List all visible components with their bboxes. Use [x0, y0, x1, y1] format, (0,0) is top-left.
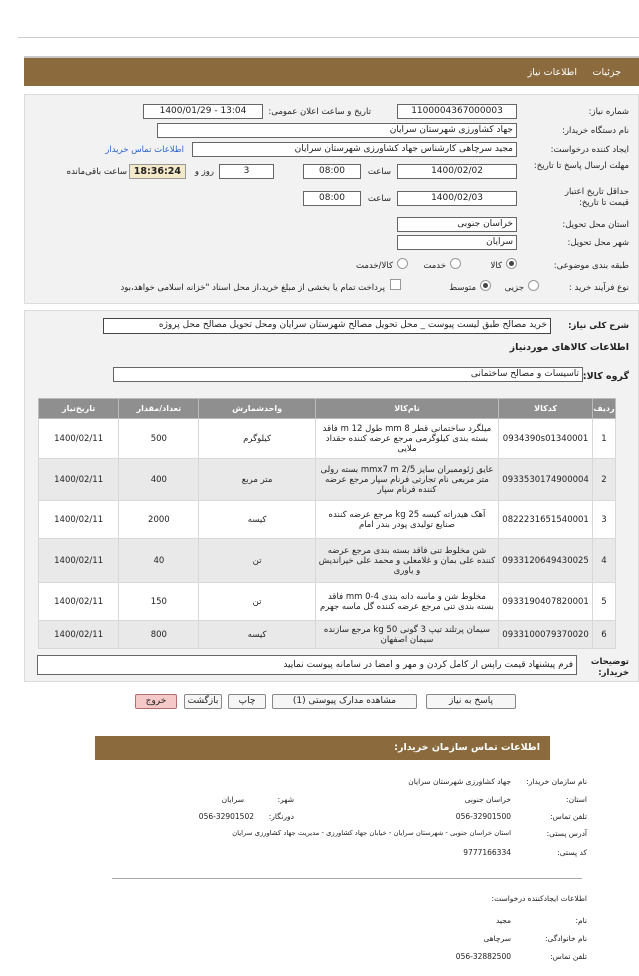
contact-province-label: استان:	[566, 795, 587, 804]
contact-city-value: سرایان	[221, 795, 244, 804]
table-row	[39, 621, 616, 649]
row-number: 1	[592, 419, 615, 459]
city-label: شهر محل تحویل:	[567, 238, 629, 248]
item-qty: 400	[119, 459, 199, 501]
item-qty: 500	[119, 419, 199, 459]
announce-label: تاریخ و ساعت اعلان عمومی:	[268, 107, 371, 117]
notes-field: فرم پیشنهاد قیمت راپس از کامل کردن و مهر و امضا در سامانه پیوست نمایید	[37, 655, 577, 675]
requester-phone-value: 056-32882500	[455, 952, 511, 961]
deadline-time-label: ساعت	[367, 167, 391, 177]
category-both-radio[interactable]	[397, 258, 408, 269]
summary-field: خرید مصالح طبق لیست پیوست _ محل تحویل مصالح شهرستان سرایان ومحل تحویل مصالح محل پروژه	[103, 318, 551, 334]
validity-label: حداقل تاریخ اعتبار قیمت تا تاریخ:	[564, 187, 629, 208]
creator-field: مجید سرچاهی کارشناس جهاد کشاورزی شهرستان سرایان	[192, 142, 517, 157]
attachments-button[interactable]: مشاهده مدارک پیوستی (1)	[272, 694, 417, 709]
payment-checkbox[interactable]	[390, 279, 401, 290]
item-unit: کیسه	[199, 621, 315, 649]
row-number: 4	[592, 539, 615, 583]
contact-postal-value: 9777166334	[463, 848, 511, 857]
item-code: 0933120649430025	[499, 539, 593, 583]
item-date: 1400/02/11	[39, 419, 119, 459]
contact-address-value: استان خراسان جنوبی - شهرستان سرایان - خیابان جهاد کشاورزی - مدیریت جهاد کشاورزی سرایان	[232, 829, 511, 837]
tab-need-info[interactable]: اطلاعات نیاز	[527, 67, 577, 78]
requester-title: اطلاعات ایجادکننده درخواست:	[491, 894, 587, 903]
deadline-label: مهلت ارسال پاسخ تا تاریخ:	[533, 161, 629, 171]
contact-org-label: نام سازمان خریدار:	[526, 777, 587, 786]
top-divider	[18, 37, 639, 38]
summary-label: شرح کلی نیاز:	[568, 321, 629, 331]
row-number: 2	[592, 459, 615, 501]
deadline-time-field: 08:00	[303, 164, 361, 179]
days-label: روز و	[194, 167, 214, 177]
col-unit: واحدشمارش	[199, 399, 315, 419]
contact-org-value: جهاد کشاورزی شهرستان سرایان	[408, 777, 511, 786]
category-both-label: کالا/خدمت	[356, 261, 393, 271]
remaining-time: 18:36:24	[129, 164, 186, 179]
contact-city-label: شهر:	[277, 795, 294, 804]
category-goods-label: کالا	[490, 261, 502, 271]
item-code: 0933100079370020	[499, 621, 593, 649]
contact-phone-value: 056-32901500	[455, 812, 511, 821]
item-code: 0933190407820001	[499, 583, 593, 621]
city-field: سرایان	[397, 235, 517, 250]
item-date: 1400/02/11	[39, 501, 119, 539]
print-button[interactable]: چاپ	[228, 694, 266, 709]
item-code: 0934390s01340001	[499, 419, 593, 459]
creator-label: ایجاد کننده درخواست:	[550, 145, 629, 155]
buyer-org-label: نام دستگاه خریدار:	[562, 126, 629, 136]
contact-fax-label: دورنگار:	[268, 812, 294, 821]
tab-details[interactable]: جزئیات	[592, 67, 621, 78]
validity-time-field: 08:00	[303, 191, 361, 206]
province-field: خراسان جنوبی	[397, 217, 517, 232]
contact-address-label: آدرس پستی:	[546, 829, 587, 838]
item-date: 1400/02/11	[39, 459, 119, 501]
group-label: گروه کالا:	[582, 371, 629, 382]
item-unit: تن	[199, 583, 315, 621]
item-name: عایق ژئوممبران سایز 2/5 mmx7 m بسته رولی متر مربعی نام تجارتی فرنام سپار مرجع عرضه کننده فرنام سپار	[315, 459, 498, 501]
announce-field: 1400/01/29 - 13:04	[143, 104, 263, 119]
item-code: 0822231651540001	[499, 501, 593, 539]
item-date: 1400/02/11	[39, 621, 119, 649]
category-label: طبقه بندی موضوعی:	[553, 261, 629, 271]
table-row	[39, 583, 616, 621]
need-number-label: شماره نیاز:	[588, 107, 629, 117]
remaining-label: ساعت باقی‌مانده	[66, 167, 127, 177]
requester-family-value: سرچاهی	[483, 934, 511, 943]
item-name: سیمان پرتلند تیپ 3 گونی 50 kg مرجع سازنده سیمان اصفهان	[315, 621, 498, 649]
table-row	[39, 419, 616, 459]
notes-label: توضیحات خریدار:	[590, 657, 629, 678]
days-field: 3	[219, 164, 274, 179]
buyer-contact-link[interactable]: اطلاعات تماس خریدار	[105, 145, 184, 155]
header-bar	[24, 56, 639, 86]
item-code: 0933530174900004	[499, 459, 593, 501]
category-service-label: خدمت	[423, 261, 446, 271]
contact-province-value: خراسان جنوبی	[464, 795, 511, 804]
table-header-row	[39, 399, 616, 419]
need-number-field: 1100004367000003	[397, 104, 517, 119]
validity-time-label: ساعت	[367, 194, 391, 204]
validity-date-field: 1400/02/03	[397, 191, 517, 206]
item-name: مخلوط شن و ماسه دانه بندی mm 0-4 فاقد بسته بندی تنی مرجع عرضه کننده گل ماسه جهرم	[315, 583, 498, 621]
process-medium-radio[interactable]	[480, 280, 491, 291]
table-row	[39, 501, 616, 539]
row-number: 6	[592, 621, 615, 649]
item-qty: 800	[119, 621, 199, 649]
contact-fax-value: 056-32901502	[198, 812, 254, 821]
requester-name-value: مجید	[495, 916, 511, 925]
contact-phone-label: تلفن تماس:	[550, 812, 587, 821]
process-partial-label: جزیی	[504, 283, 524, 293]
process-partial-radio[interactable]	[528, 280, 539, 291]
col-code: کدکالا	[499, 399, 593, 419]
items-title: اطلاعات کالاهای موردنیاز	[509, 342, 629, 353]
col-row: ردیف	[592, 399, 615, 419]
requester-family-label: نام خانوادگی:	[544, 934, 587, 943]
item-unit: کیسه	[199, 501, 315, 539]
item-unit: متر مربع	[199, 459, 315, 501]
process-label: نوع فرآیند خرید :	[568, 283, 629, 293]
item-date: 1400/02/11	[39, 583, 119, 621]
item-unit: کیلوگرم	[199, 419, 315, 459]
province-label: استان محل تحویل:	[562, 220, 629, 230]
buyer-org-field: جهاد کشاورزی شهرستان سرایان	[157, 123, 517, 138]
contact-divider	[112, 878, 582, 879]
back-button[interactable]: بازگشت	[184, 694, 222, 709]
deadline-date-field: 1400/02/02	[397, 164, 517, 179]
item-name: شن مخلوط تنی فاقد بسته بندی مرجع عرضه کننده علی بمان و غلامعلی و محمد علی خیرانديش و یاوری	[315, 539, 498, 583]
col-name: نام‌کالا	[315, 399, 498, 419]
col-date: تاریخ‌نیاز	[39, 399, 119, 419]
category-goods-radio[interactable]	[506, 258, 517, 269]
table-row	[39, 539, 616, 583]
reply-button[interactable]: پاسخ به نیاز	[426, 694, 516, 709]
group-field: تاسیسات و مصالح ساختمانی	[113, 367, 583, 382]
item-name: آهک هیدراته کیسه 25 kg مرجع عرضه کننده صنایع تولیدی پودر بندر امام	[315, 501, 498, 539]
payment-note: پرداخت تمام یا بخشی از مبلغ خرید،از محل اسناد "خزانه اسلامی خواهد،بود	[120, 283, 385, 293]
col-qty: تعداد/مقدار	[119, 399, 199, 419]
row-number: 3	[592, 501, 615, 539]
table-row	[39, 459, 616, 501]
item-date: 1400/02/11	[39, 539, 119, 583]
item-name: میلگرد ساختمانی قطر 8 mm طول 12 m فاقد بسته بندی کیلوگرمی مرجع عرضه کننده حقداد ملایی	[315, 419, 498, 459]
process-medium-label: متوسط	[449, 283, 476, 293]
category-service-radio[interactable]	[450, 258, 461, 269]
items-table	[38, 398, 616, 649]
contact-header: اطلاعات تماس سازمان خریدار:	[95, 736, 550, 760]
requester-phone-label: تلفن تماس:	[550, 952, 587, 961]
row-number: 5	[592, 583, 615, 621]
item-qty: 2000	[119, 501, 199, 539]
item-qty: 150	[119, 583, 199, 621]
requester-name-label: نام:	[575, 916, 587, 925]
contact-postal-label: کد پستی:	[557, 848, 587, 857]
item-unit: تن	[199, 539, 315, 583]
exit-button[interactable]: خروج	[135, 694, 177, 709]
item-qty: 40	[119, 539, 199, 583]
